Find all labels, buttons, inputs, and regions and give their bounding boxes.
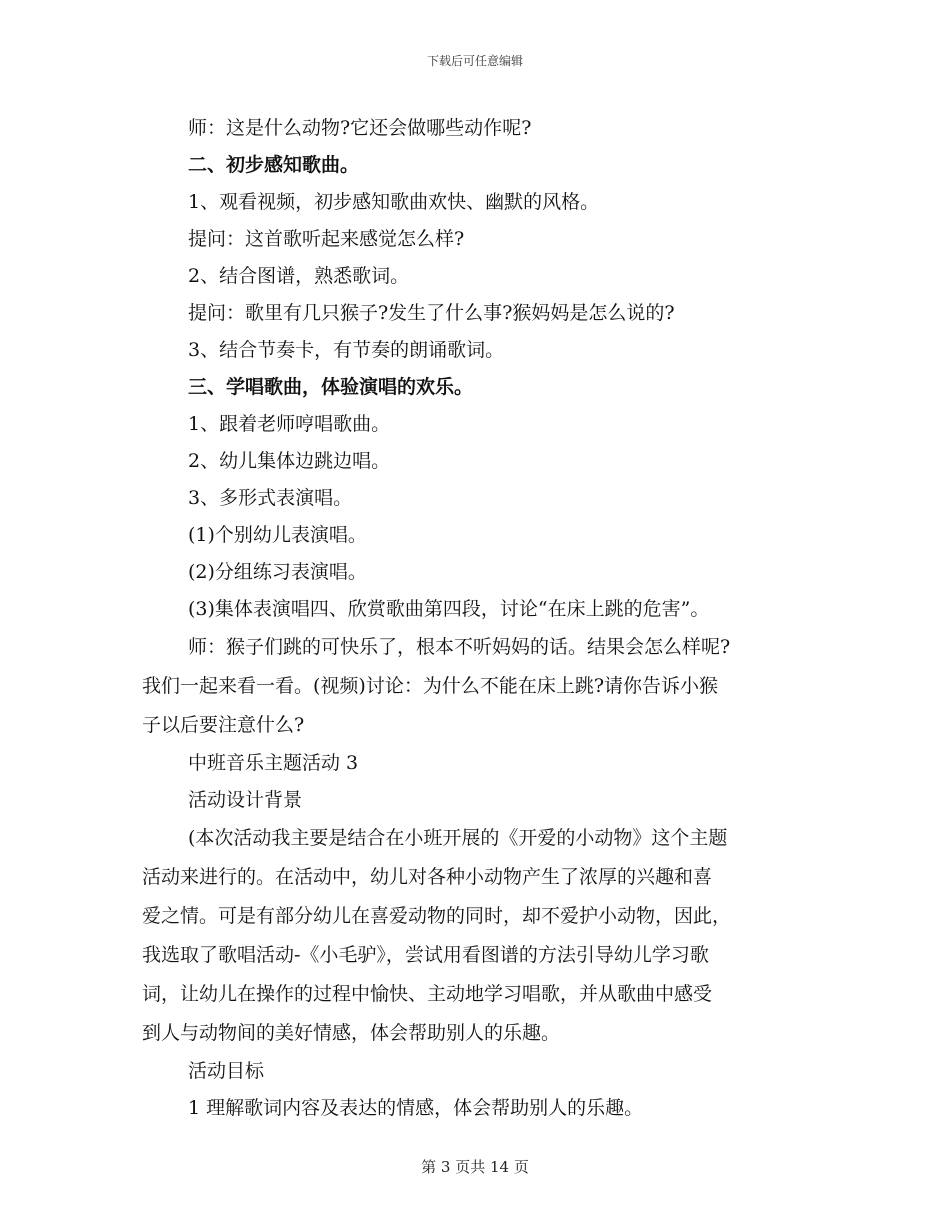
substep-line: (3)集体表演唱四、欣赏歌曲第四段，讨论“在床上跳的危害”。 <box>188 598 710 620</box>
background-paragraph <box>142 819 812 1053</box>
paragraph-line: (本次活动我主要是结合在小班开展的《开爱的小动物》这个主题 <box>188 827 728 849</box>
paragraph-line: 爱之情。可是有部分幼儿在喜爱动物的同时，却不爱护小动物，因此， <box>142 905 732 927</box>
document-body <box>142 110 812 1127</box>
step-line: 1、观看视频，初步感知歌曲欢快、幽默的风格。 <box>188 191 600 213</box>
paragraph-line: 师：猴子们跳的可快乐了，根本不听妈妈的话。结果会怎么样呢? <box>188 636 731 658</box>
paragraph-line: 到人与动物间的美好情感，体会帮助别人的乐趣。 <box>142 1022 561 1044</box>
step-line: 3、多形式表演唱。 <box>188 487 353 509</box>
section-heading: 三、学唱歌曲，体验演唱的欢乐。 <box>188 376 474 398</box>
goal-item: 1 理解歌词内容及表达的情感，体会帮助别人的乐趣。 <box>188 1097 644 1119</box>
page-header: 下载后可任意编辑 <box>426 54 523 68</box>
paragraph-line: 我选取了歌唱活动-《小毛驴》，尝试用看图谱的方法引导幼儿学习歌 <box>142 944 709 966</box>
paragraph-line: 我们一起来看一看。(视频)讨论：为什么不能在床上跳?请你告诉小猴 <box>142 675 719 697</box>
step-line: 1、跟着老师哼唱歌曲。 <box>188 413 391 435</box>
page-footer: 第 3 页共 14 页 <box>421 1158 529 1176</box>
paragraph-line: 子以后要注意什么? <box>142 714 305 736</box>
section-title: 中班音乐主题活动 3 <box>188 752 359 774</box>
paragraph-line: 词，让幼儿在操作的过程中愉快、主动地学习唱歌，并从歌曲中感受 <box>142 983 713 1005</box>
substep-line: (2)分组练习表演唱。 <box>188 561 367 583</box>
background-heading: 活动设计背景 <box>188 789 303 811</box>
question-line: 提问：这首歌听起来感觉怎么样? <box>188 228 465 250</box>
step-line: 3、结合节奏卡，有节奏的朗诵歌词。 <box>188 339 505 361</box>
question-line: 师：这是什么动物?它还会做哪些动作呢? <box>188 117 532 139</box>
step-line: 2、结合图谱，熟悉歌词。 <box>188 265 410 287</box>
goals-heading: 活动目标 <box>188 1060 265 1082</box>
question-line: 提问：歌里有几只猴子?发生了什么事?猴妈妈是怎么说的? <box>188 302 675 324</box>
paragraph-line: 活动来进行的。在活动中，幼儿对各种小动物产生了浓厚的兴趣和喜 <box>142 866 713 888</box>
section-heading: 二、初步感知歌曲。 <box>188 154 360 176</box>
step-line: 2、幼儿集体边跳边唱。 <box>188 450 391 472</box>
discussion-paragraph <box>142 628 812 745</box>
substep-line: (1)个别幼儿表演唱。 <box>188 524 367 546</box>
